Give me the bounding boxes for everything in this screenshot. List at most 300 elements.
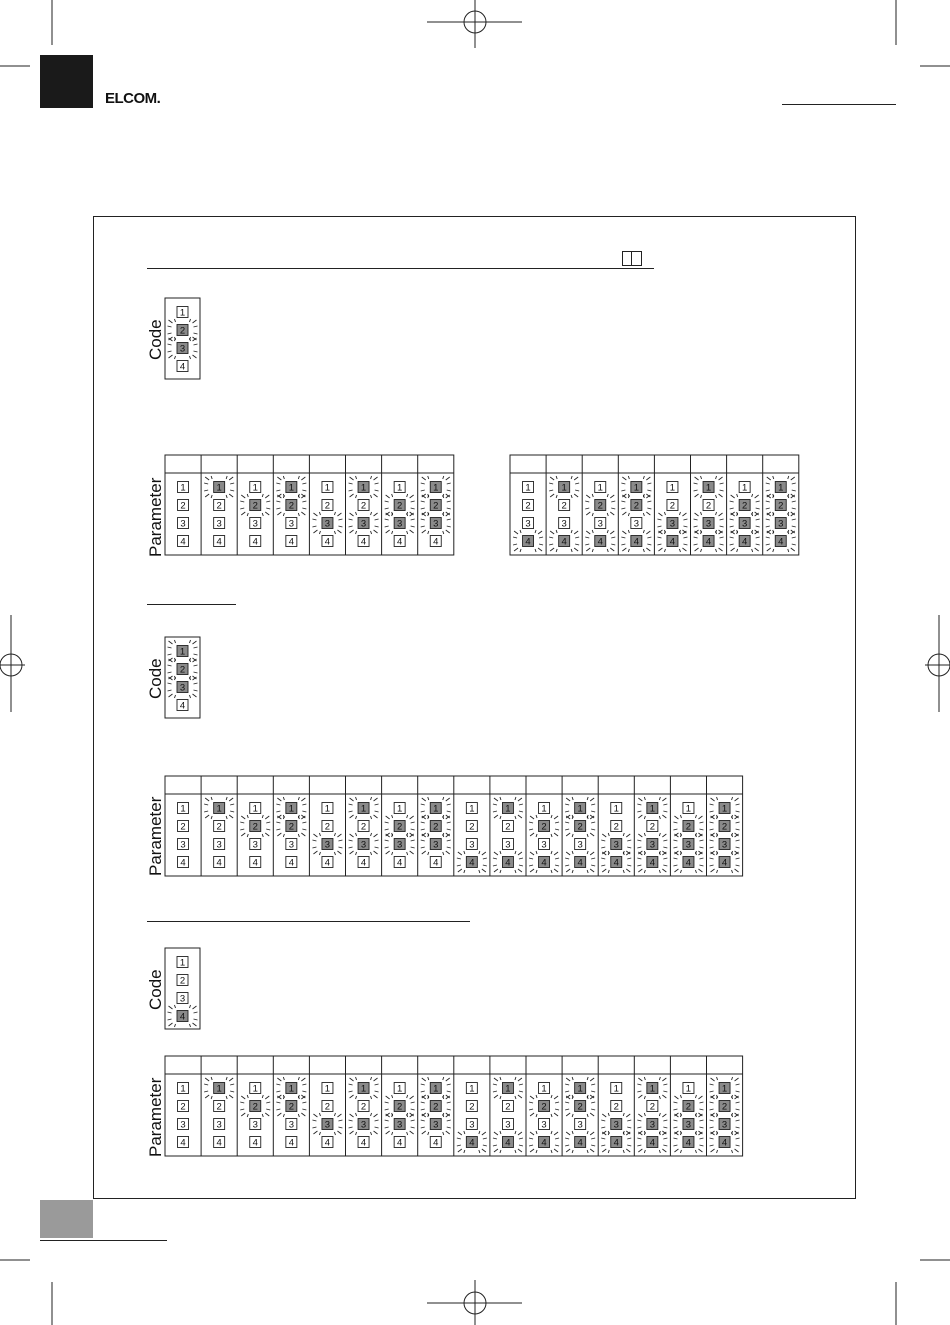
led-lit	[647, 857, 658, 869]
parameter-label-3: Parameter	[146, 1077, 165, 1157]
led-digit: 2	[360, 1101, 367, 1113]
led-off	[286, 536, 297, 548]
led-lit	[502, 1083, 513, 1095]
led-digit: 1	[252, 482, 258, 494]
led-lit	[286, 500, 297, 512]
led-off	[466, 1101, 477, 1113]
led-digit: 3	[633, 518, 639, 530]
led-digit: 4	[469, 857, 475, 869]
led-off	[250, 482, 261, 494]
led-digit: 1	[577, 803, 583, 815]
led-off	[178, 518, 189, 530]
led-digit: 2	[360, 500, 367, 512]
led-digit: 2	[324, 1101, 331, 1113]
led-lit	[539, 857, 550, 869]
led-digit: 1	[469, 1083, 475, 1095]
led-off	[250, 536, 261, 548]
led-lit	[539, 1137, 550, 1149]
led-digit: 4	[397, 1137, 403, 1149]
led-digit: 4	[216, 857, 222, 869]
led-lit	[466, 1137, 477, 1149]
led-lit	[739, 536, 750, 548]
led-digit: 3	[252, 1119, 258, 1131]
led-digit: 4	[360, 1137, 367, 1149]
led-off	[177, 957, 188, 969]
led-off	[178, 536, 189, 548]
led-digit: 1	[649, 1083, 655, 1095]
led-lit	[523, 536, 534, 548]
led-lit	[631, 482, 642, 494]
led-digit: 1	[180, 1083, 186, 1095]
led-digit: 4	[433, 857, 439, 869]
led-digit: 3	[180, 839, 186, 851]
led-digit: 3	[469, 1119, 475, 1131]
led-lit	[539, 1101, 550, 1113]
led-lit	[394, 1101, 405, 1113]
led-digit: 2	[288, 821, 294, 833]
led-off	[466, 803, 477, 815]
led-digit: 2	[397, 1101, 403, 1113]
led-digit: 2	[778, 500, 784, 512]
led-digit: 3	[613, 1119, 619, 1131]
led-lit	[358, 803, 369, 815]
led-digit: 1	[324, 482, 331, 494]
led-digit: 2	[288, 500, 294, 512]
led-digit: 4	[180, 857, 186, 869]
led-off	[178, 1101, 189, 1113]
led-digit: 4	[669, 536, 676, 548]
code-diagram-2	[165, 637, 200, 718]
code-diagram-1	[165, 298, 200, 379]
led-digit: 4	[252, 1137, 258, 1149]
led-off	[647, 821, 658, 833]
led-off	[250, 1083, 261, 1095]
led-lit	[322, 1119, 333, 1131]
led-digit: 4	[613, 857, 619, 869]
led-off	[250, 839, 261, 851]
led-digit: 3	[541, 1119, 547, 1131]
led-off	[611, 1083, 622, 1095]
led-digit: 4	[633, 536, 639, 548]
led-digit: 4	[505, 857, 511, 869]
led-off	[611, 821, 622, 833]
led-digit: 4	[288, 857, 294, 869]
led-lit	[611, 1137, 622, 1149]
led-lit	[595, 536, 606, 548]
led-lit	[719, 821, 730, 833]
led-digit: 1	[649, 803, 655, 815]
led-digit: 3	[216, 1119, 222, 1131]
led-off	[667, 500, 678, 512]
led-off	[394, 1137, 405, 1149]
led-lit	[214, 482, 225, 494]
led-lit	[177, 646, 188, 658]
led-off	[539, 1119, 550, 1131]
led-digit: 1	[541, 1083, 547, 1095]
led-digit: 2	[180, 1101, 186, 1113]
led-digit: 1	[360, 1083, 367, 1095]
led-digit: 3	[360, 1119, 367, 1131]
led-digit: 2	[180, 500, 186, 512]
led-digit: 1	[561, 482, 567, 494]
led-off	[286, 839, 297, 851]
led-off	[214, 821, 225, 833]
led-lit	[575, 1083, 586, 1095]
led-off	[250, 857, 261, 869]
led-digit: 2	[721, 821, 728, 833]
led-digit: 4	[525, 536, 531, 548]
led-digit: 4	[288, 1137, 294, 1149]
led-lit	[719, 839, 730, 851]
led-digit: 3	[179, 343, 186, 355]
led-lit	[611, 1119, 622, 1131]
led-off	[667, 482, 678, 494]
led-off	[178, 482, 189, 494]
led-digit: 3	[433, 1119, 439, 1131]
led-off	[322, 1101, 333, 1113]
led-lit	[595, 500, 606, 512]
led-lit	[719, 803, 730, 815]
led-digit: 1	[469, 803, 475, 815]
led-digit: 1	[252, 1083, 258, 1095]
led-digit: 4	[613, 1137, 619, 1149]
led-digit: 2	[469, 821, 475, 833]
led-off	[177, 361, 188, 373]
led-digit: 2	[179, 975, 186, 987]
led-digit: 3	[541, 839, 547, 851]
led-off	[466, 1119, 477, 1131]
led-off	[559, 500, 570, 512]
led-digit: 2	[288, 1101, 294, 1113]
led-digit: 2	[324, 500, 331, 512]
led-digit: 2	[216, 821, 222, 833]
led-lit	[502, 857, 513, 869]
led-lit	[286, 1101, 297, 1113]
led-lit	[683, 1119, 694, 1131]
led-lit	[719, 1083, 730, 1095]
led-digit: 4	[541, 1137, 547, 1149]
led-lit	[177, 343, 188, 355]
led-digit: 1	[633, 482, 639, 494]
led-lit	[683, 821, 694, 833]
led-digit: 3	[180, 1119, 186, 1131]
led-digit: 1	[360, 482, 367, 494]
led-lit	[502, 1137, 513, 1149]
led-lit	[430, 518, 441, 530]
led-lit	[631, 536, 642, 548]
led-digit: 4	[685, 857, 692, 869]
led-lit	[394, 839, 405, 851]
led-digit: 2	[216, 1101, 222, 1113]
led-off	[502, 839, 513, 851]
led-digit: 1	[180, 803, 186, 815]
led-digit: 1	[216, 1083, 222, 1095]
led-digit: 4	[433, 1137, 439, 1149]
led-lit	[739, 518, 750, 530]
led-digit: 1	[397, 803, 403, 815]
led-lit	[647, 803, 658, 815]
led-off	[430, 857, 441, 869]
led-lit	[286, 1083, 297, 1095]
led-digit: 1	[525, 482, 531, 494]
led-lit	[466, 857, 477, 869]
led-off	[250, 803, 261, 815]
led-digit: 1	[288, 803, 294, 815]
led-lit	[358, 1083, 369, 1095]
led-off	[739, 482, 750, 494]
led-lit	[358, 839, 369, 851]
led-digit: 1	[252, 803, 258, 815]
led-digit: 3	[252, 839, 258, 851]
led-digit: 2	[649, 821, 655, 833]
led-digit: 3	[397, 1119, 403, 1131]
brand-logo: ELCOM.	[105, 90, 161, 107]
led-digit: 2	[397, 500, 403, 512]
led-digit: 4	[577, 857, 583, 869]
led-off	[322, 536, 333, 548]
led-digit: 3	[397, 839, 403, 851]
led-digit: 1	[397, 482, 403, 494]
led-digit: 1	[721, 803, 728, 815]
led-lit	[683, 1101, 694, 1113]
led-lit	[719, 1137, 730, 1149]
led-digit: 1	[705, 482, 712, 494]
led-digit: 4	[360, 536, 367, 548]
led-lit	[430, 803, 441, 815]
led-digit: 3	[252, 518, 258, 530]
led-lit	[647, 1137, 658, 1149]
led-digit: 1	[433, 803, 439, 815]
led-lit	[719, 1119, 730, 1131]
led-digit: 4	[180, 1137, 186, 1149]
led-off	[178, 500, 189, 512]
led-lit	[430, 1083, 441, 1095]
led-digit: 2	[252, 500, 258, 512]
led-digit: 3	[397, 518, 403, 530]
led-digit: 2	[252, 1101, 258, 1113]
parameter-table-3	[165, 1056, 743, 1156]
led-digit: 1	[577, 1083, 583, 1095]
led-digit: 4	[778, 536, 784, 548]
led-lit	[647, 839, 658, 851]
led-off	[631, 518, 642, 530]
led-digit: 3	[669, 518, 676, 530]
led-lit	[719, 1101, 730, 1113]
led-digit: 4	[721, 857, 728, 869]
led-digit: 4	[324, 857, 331, 869]
led-lit	[559, 482, 570, 494]
led-digit: 2	[685, 821, 692, 833]
led-lit	[647, 1119, 658, 1131]
led-digit: 4	[252, 536, 258, 548]
led-digit: 4	[216, 1137, 222, 1149]
led-lit	[683, 857, 694, 869]
led-digit: 3	[433, 518, 439, 530]
led-off	[466, 839, 477, 851]
led-off	[466, 1083, 477, 1095]
led-digit: 3	[179, 682, 186, 694]
led-digit: 3	[360, 518, 367, 530]
led-lit	[286, 482, 297, 494]
led-off	[178, 1137, 189, 1149]
led-lit	[430, 821, 441, 833]
led-lit	[667, 518, 678, 530]
led-off	[322, 482, 333, 494]
led-off	[647, 1101, 658, 1113]
led-digit: 2	[577, 1101, 583, 1113]
led-lit	[647, 1083, 658, 1095]
led-digit: 1	[613, 803, 619, 815]
led-off	[611, 803, 622, 815]
led-off	[214, 1119, 225, 1131]
led-digit: 4	[360, 857, 367, 869]
led-lit	[430, 500, 441, 512]
led-digit: 3	[505, 839, 511, 851]
led-digit: 2	[669, 500, 676, 512]
led-digit: 4	[216, 536, 222, 548]
led-digit: 3	[742, 518, 748, 530]
led-digit: 3	[577, 839, 583, 851]
led-lit	[575, 1137, 586, 1149]
led-lit	[683, 839, 694, 851]
led-digit: 4	[685, 1137, 692, 1149]
led-lit	[250, 500, 261, 512]
led-off	[322, 857, 333, 869]
led-off	[595, 518, 606, 530]
led-digit: 4	[505, 1137, 511, 1149]
led-off	[394, 857, 405, 869]
led-digit: 3	[649, 1119, 655, 1131]
led-off	[214, 500, 225, 512]
led-digit: 1	[541, 803, 547, 815]
led-digit: 1	[324, 1083, 331, 1095]
led-digit: 3	[705, 518, 712, 530]
led-lit	[502, 803, 513, 815]
led-digit: 1	[721, 1083, 728, 1095]
led-off	[502, 1119, 513, 1131]
led-digit: 1	[685, 1083, 692, 1095]
led-off	[683, 1083, 694, 1095]
led-lit	[394, 500, 405, 512]
code-diagram-3	[165, 948, 200, 1029]
led-lit	[739, 500, 750, 512]
led-off	[214, 1137, 225, 1149]
led-lit	[703, 536, 714, 548]
led-digit: 1	[288, 482, 294, 494]
led-digit: 1	[597, 482, 603, 494]
led-off	[286, 857, 297, 869]
led-off	[178, 1119, 189, 1131]
led-digit: 2	[541, 1101, 547, 1113]
led-off	[394, 1083, 405, 1095]
led-digit: 3	[778, 518, 784, 530]
led-lit	[667, 536, 678, 548]
led-lit	[177, 664, 188, 676]
led-lit	[358, 518, 369, 530]
led-lit	[775, 500, 786, 512]
led-digit: 4	[324, 536, 331, 548]
led-digit: 3	[324, 839, 331, 851]
led-off	[177, 700, 188, 712]
led-off	[575, 839, 586, 851]
led-digit: 2	[180, 821, 186, 833]
led-lit	[775, 536, 786, 548]
led-off	[358, 1137, 369, 1149]
led-off	[502, 1101, 513, 1113]
led-digit: 2	[721, 1101, 728, 1113]
led-off	[559, 518, 570, 530]
led-lit	[611, 857, 622, 869]
led-digit: 3	[216, 839, 222, 851]
led-digit: 2	[179, 664, 186, 676]
led-off	[250, 1119, 261, 1131]
led-digit: 4	[288, 536, 294, 548]
led-off	[502, 821, 513, 833]
led-off	[322, 821, 333, 833]
led-digit: 3	[288, 1119, 294, 1131]
led-off	[178, 1083, 189, 1095]
led-off	[177, 975, 188, 987]
led-digit: 1	[613, 1083, 619, 1095]
led-off	[286, 1119, 297, 1131]
code-label-3: Code	[146, 969, 165, 1010]
led-lit	[394, 821, 405, 833]
led-off	[394, 482, 405, 494]
led-off	[358, 857, 369, 869]
led-digit: 4	[742, 536, 748, 548]
led-digit: 1	[397, 1083, 403, 1095]
led-lit	[394, 1119, 405, 1131]
led-digit: 2	[433, 500, 439, 512]
led-off	[394, 803, 405, 815]
led-lit	[775, 518, 786, 530]
led-digit: 3	[525, 518, 531, 530]
parameter-label-2: Parameter	[146, 796, 165, 876]
led-off	[214, 518, 225, 530]
led-off	[214, 1101, 225, 1113]
led-digit: 3	[721, 839, 728, 851]
led-lit	[775, 482, 786, 494]
led-digit: 4	[649, 1137, 655, 1149]
led-lit	[322, 839, 333, 851]
led-digit: 2	[324, 821, 331, 833]
led-digit: 2	[705, 500, 712, 512]
led-lit	[177, 325, 188, 337]
led-digit: 4	[324, 1137, 331, 1149]
led-digit: 2	[577, 821, 583, 833]
parameter-table-1b	[510, 455, 799, 555]
led-lit	[539, 821, 550, 833]
led-off	[214, 857, 225, 869]
led-digit: 4	[541, 857, 547, 869]
led-off	[214, 536, 225, 548]
led-lit	[559, 536, 570, 548]
led-digit: 4	[469, 1137, 475, 1149]
led-lit	[250, 821, 261, 833]
led-digit: 2	[179, 325, 186, 337]
led-lit	[214, 1083, 225, 1095]
led-digit: 2	[525, 500, 531, 512]
led-off	[286, 518, 297, 530]
led-off	[539, 839, 550, 851]
led-digit: 3	[561, 518, 567, 530]
led-off	[322, 500, 333, 512]
led-lit	[286, 803, 297, 815]
led-off	[322, 1137, 333, 1149]
led-lit	[611, 839, 622, 851]
led-off	[523, 500, 534, 512]
led-digit: 2	[685, 1101, 692, 1113]
